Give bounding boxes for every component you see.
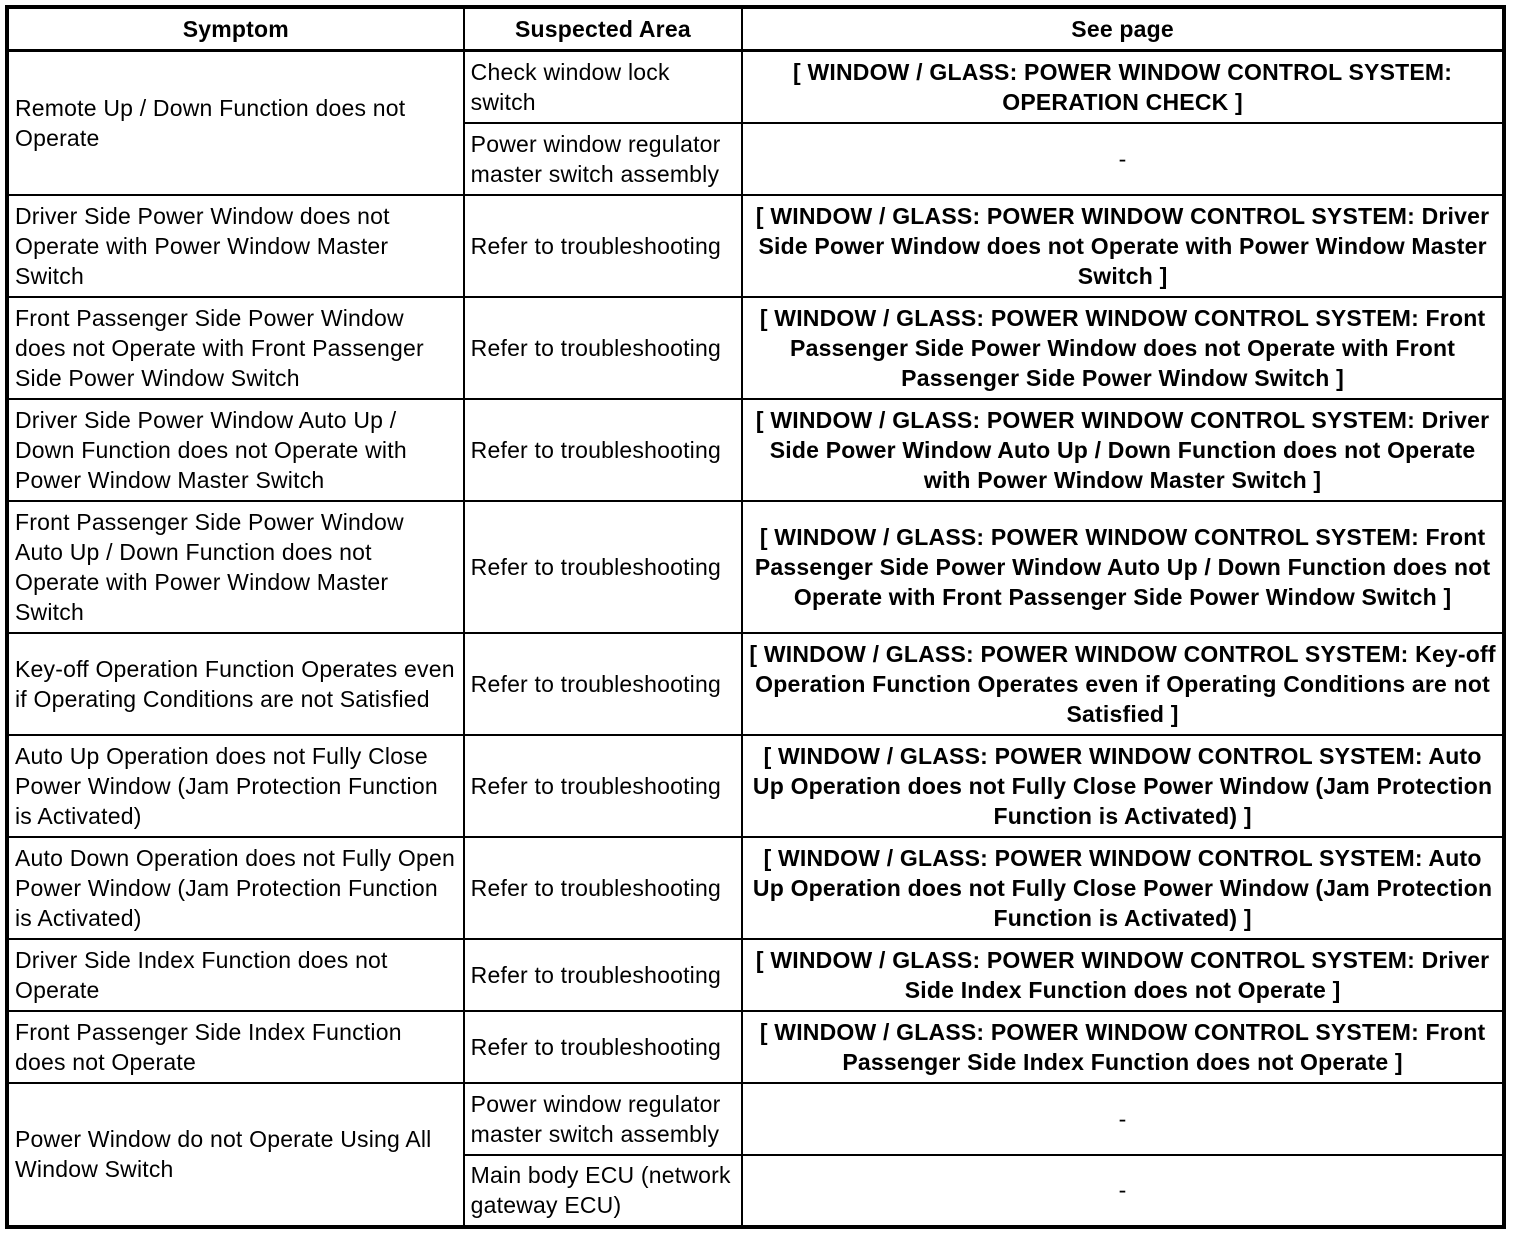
see-page-link[interactable]: [ WINDOW / GLASS: POWER WINDOW CONTROL SYSTEM: Key-off Operation Function Operates even if Operating Conditions are not Satisfied ] [742,633,1504,735]
table-row [7,735,1504,837]
suspected-area-cell: Main body ECU (network gateway ECU) [464,1155,743,1227]
suspected-area-cell: Refer to troubleshooting [464,297,743,399]
see-page-link[interactable]: [ WINDOW / GLASS: POWER WINDOW CONTROL SYSTEM: Driver Side Power Window does not Operate with Power Window Master Switch ] [742,195,1504,297]
suspected-area-cell: Refer to troubleshooting [464,939,743,1011]
see-page-link[interactable]: [ WINDOW / GLASS: POWER WINDOW CONTROL SYSTEM: Front Passenger Side Index Function does not Operate ] [742,1011,1504,1083]
troubleshooting-table-container [5,5,1506,1229]
see-page-link[interactable]: [ WINDOW / GLASS: POWER WINDOW CONTROL SYSTEM: Driver Side Index Function does not Operate ] [742,939,1504,1011]
see-page-link[interactable]: [ WINDOW / GLASS: POWER WINDOW CONTROL SYSTEM: OPERATION CHECK ] [742,51,1504,123]
suspected-area-cell: Power window regulator master switch assembly [464,123,743,195]
table-row [7,837,1504,939]
see-page-link[interactable]: [ WINDOW / GLASS: POWER WINDOW CONTROL SYSTEM: Auto Up Operation does not Fully Close Power Window (Jam Protection Function is Activated) ] [742,837,1504,939]
symptom-cell: Front Passenger Side Power Window does not Operate with Front Passenger Side Power Window Switch [7,297,464,399]
symptom-cell: Key-off Operation Function Operates even if Operating Conditions are not Satisfied [7,633,464,735]
symptom-cell: Front Passenger Side Index Function does not Operate [7,1011,464,1083]
suspected-area-cell: Refer to troubleshooting [464,735,743,837]
suspected-area-cell: Refer to troubleshooting [464,501,743,633]
table-row [7,195,1504,297]
table-row [7,939,1504,1011]
symptom-cell: Remote Up / Down Function does not Operate [7,51,464,195]
header-see-page: See page [742,7,1504,51]
symptom-cell: Front Passenger Side Power Window Auto Up / Down Function does not Operate with Power Window Master Switch [7,501,464,633]
suspected-area-cell: Refer to troubleshooting [464,633,743,735]
see-page-link[interactable]: [ WINDOW / GLASS: POWER WINDOW CONTROL SYSTEM: Driver Side Power Window Auto Up / Down Function does not Operate with Power Window Master Switch ] [742,399,1504,501]
table-row [7,297,1504,399]
see-page-link[interactable]: [ WINDOW / GLASS: POWER WINDOW CONTROL SYSTEM: Front Passenger Side Power Window Auto Up / Down Function does not Operate with Front Passenger Side Power Window Switch ] [742,501,1504,633]
symptom-cell: Auto Down Operation does not Fully Open Power Window (Jam Protection Function is Activated) [7,837,464,939]
symptom-cell: Driver Side Power Window Auto Up / Down Function does not Operate with Power Window Master Switch [7,399,464,501]
table-row [7,501,1504,633]
symptom-cell: Power Window do not Operate Using All Window Switch [7,1083,464,1227]
table-body [7,51,1504,1227]
table-row [7,399,1504,501]
see-page-empty-cell: - [742,123,1504,195]
symptom-table [5,5,1506,1229]
table-row [7,1011,1504,1083]
suspected-area-cell: Refer to troubleshooting [464,837,743,939]
symptom-cell: Auto Up Operation does not Fully Close Power Window (Jam Protection Function is Activated) [7,735,464,837]
suspected-area-cell: Refer to troubleshooting [464,399,743,501]
symptom-cell: Driver Side Power Window does not Operate with Power Window Master Switch [7,195,464,297]
suspected-area-cell: Power window regulator master switch assembly [464,1083,743,1155]
table-row [7,633,1504,735]
table-row [7,51,1504,123]
header-suspected-area: Suspected Area [464,7,743,51]
suspected-area-cell: Refer to troubleshooting [464,1011,743,1083]
see-page-link[interactable]: [ WINDOW / GLASS: POWER WINDOW CONTROL SYSTEM: Auto Up Operation does not Fully Close Power Window (Jam Protection Function is Activated) ] [742,735,1504,837]
table-row [7,1083,1504,1155]
header-symptom: Symptom [7,7,464,51]
symptom-cell: Driver Side Index Function does not Operate [7,939,464,1011]
see-page-empty-cell: - [742,1083,1504,1155]
see-page-empty-cell: - [742,1155,1504,1227]
suspected-area-cell: Check window lock switch [464,51,743,123]
suspected-area-cell: Refer to troubleshooting [464,195,743,297]
header-row [7,7,1504,51]
see-page-link[interactable]: [ WINDOW / GLASS: POWER WINDOW CONTROL SYSTEM: Front Passenger Side Power Window does not Operate with Front Passenger Side Power Window Switch ] [742,297,1504,399]
